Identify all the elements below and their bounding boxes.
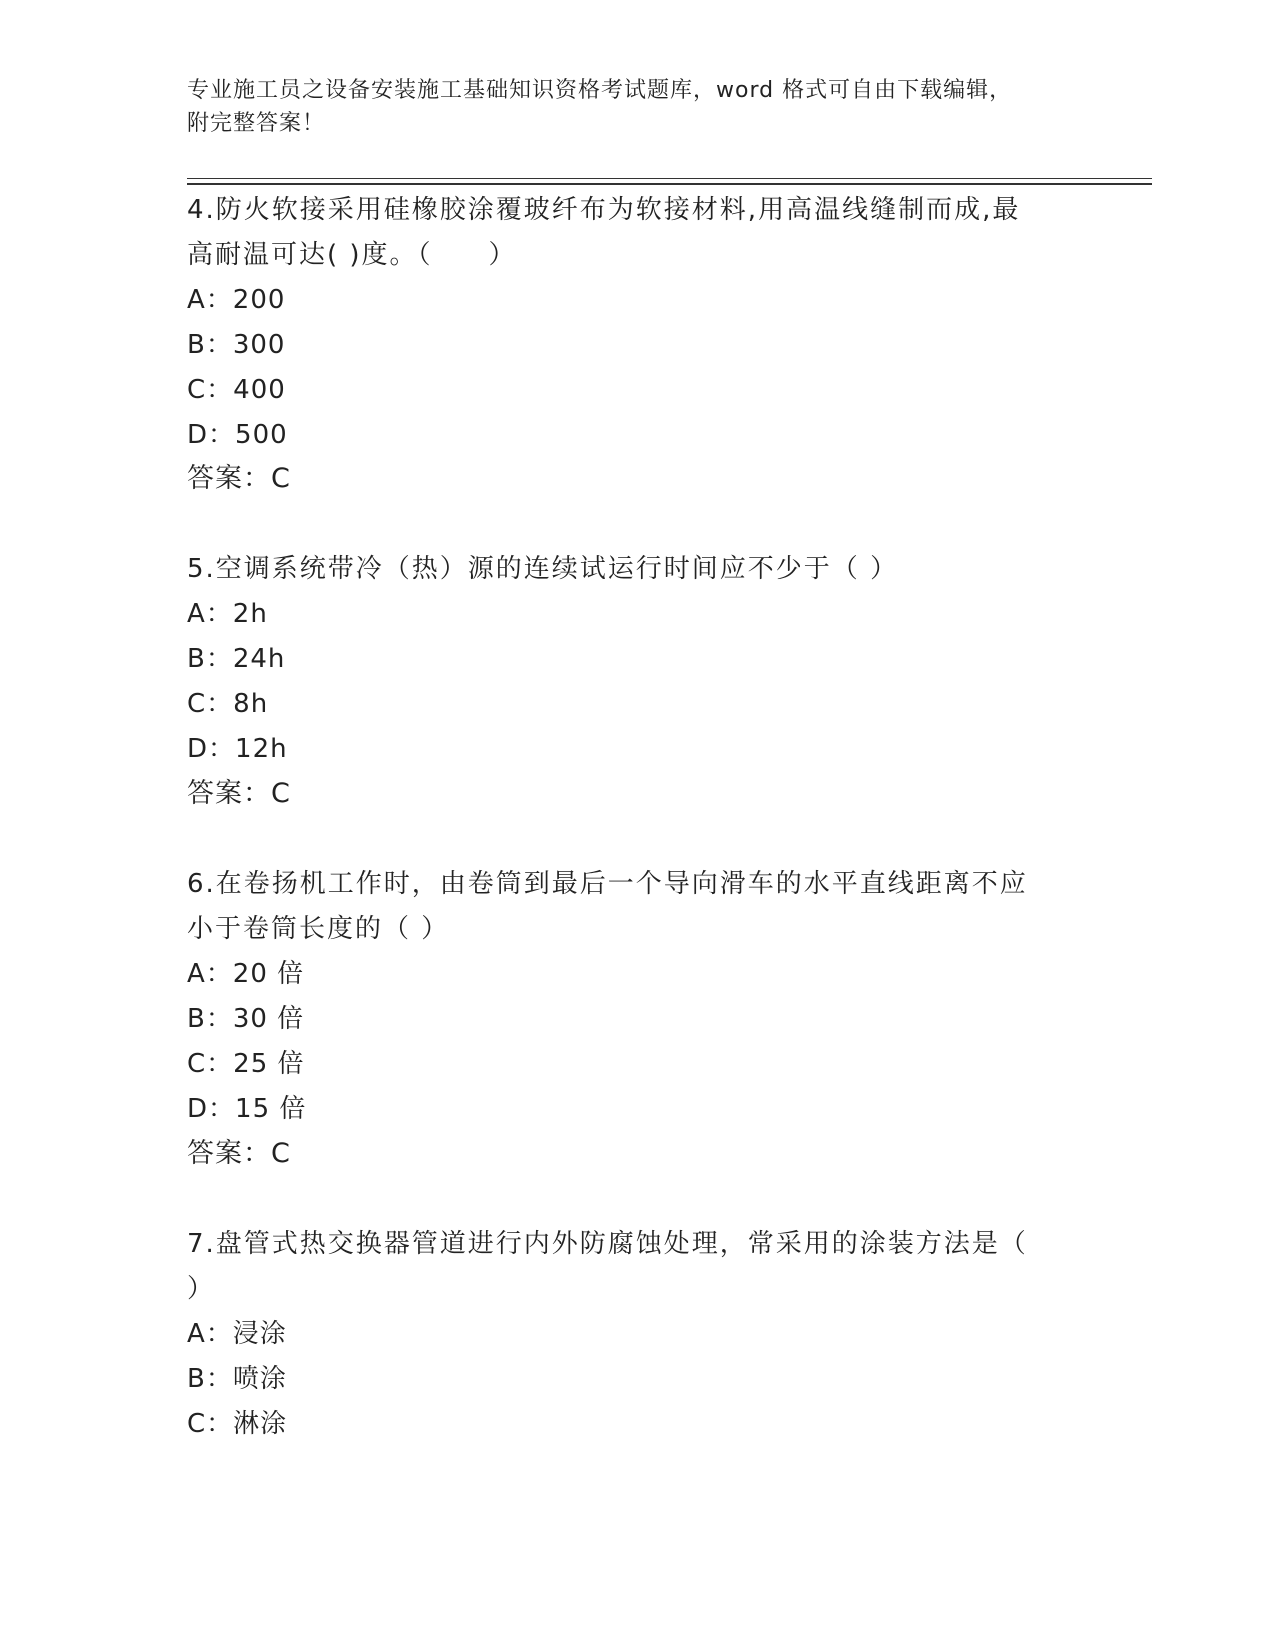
header-divider-thin: [187, 178, 1152, 179]
question-5-option-d: D：12h: [187, 734, 288, 764]
document-header: [187, 74, 1087, 140]
question-7-option-b: B：喷涂: [187, 1364, 287, 1394]
question-5-option-b: B：24h: [187, 644, 286, 674]
question-6-option-a: A：20 倍: [187, 959, 305, 989]
question-4-option-d: D：500: [187, 420, 288, 450]
header-line-1: 专业施工员之设备安装施工基础知识资格考试题库，word 格式可自由下载编辑，: [187, 78, 1013, 103]
question-4-option-b: B：300: [187, 330, 286, 360]
question-6-answer: 答案：C: [187, 1138, 291, 1169]
question-4-option-c: C：400: [187, 375, 286, 405]
question-6-option-d: D：15 倍: [187, 1094, 307, 1124]
question-4-option-a: A：200: [187, 285, 286, 315]
header-line-2: 附完整答案！: [187, 111, 326, 136]
header-divider-thick: [187, 183, 1152, 185]
question-4-answer: 答案：C: [187, 463, 291, 494]
question-7-option-c: C：淋涂: [187, 1409, 288, 1439]
question-6-option-b: B：30 倍: [187, 1004, 305, 1034]
question-6-stem-line-1: 6.在卷扬机工作时，由卷筒到最后一个导向滑车的水平直线距离不应: [187, 869, 1028, 899]
question-6-stem-line-2: 小于卷筒长度的（ ）: [187, 914, 450, 944]
question-5-stem-line-1: 5.空调系统带冷（热）源的连续试运行时间应不少于（ ）: [187, 554, 899, 584]
question-4-stem-line-2: 高耐温可达( )度。（ ）: [187, 240, 517, 270]
question-5-option-a: A：2h: [187, 599, 268, 629]
question-5-answer: 答案：C: [187, 778, 291, 809]
question-5-option-c: C：8h: [187, 689, 269, 719]
question-7-stem-line-1: 7.盘管式热交换器管道进行内外防腐蚀处理，常采用的涂装方法是（: [187, 1229, 1028, 1259]
question-6-option-c: C：25 倍: [187, 1049, 305, 1079]
question-7-option-a: A：浸涂: [187, 1319, 287, 1349]
question-4-stem-line-1: 4.防火软接采用硅橡胶涂覆玻纤布为软接材料,用高温线缝制而成,最: [187, 195, 1021, 225]
question-7-stem-line-2: ）: [187, 1274, 216, 1304]
